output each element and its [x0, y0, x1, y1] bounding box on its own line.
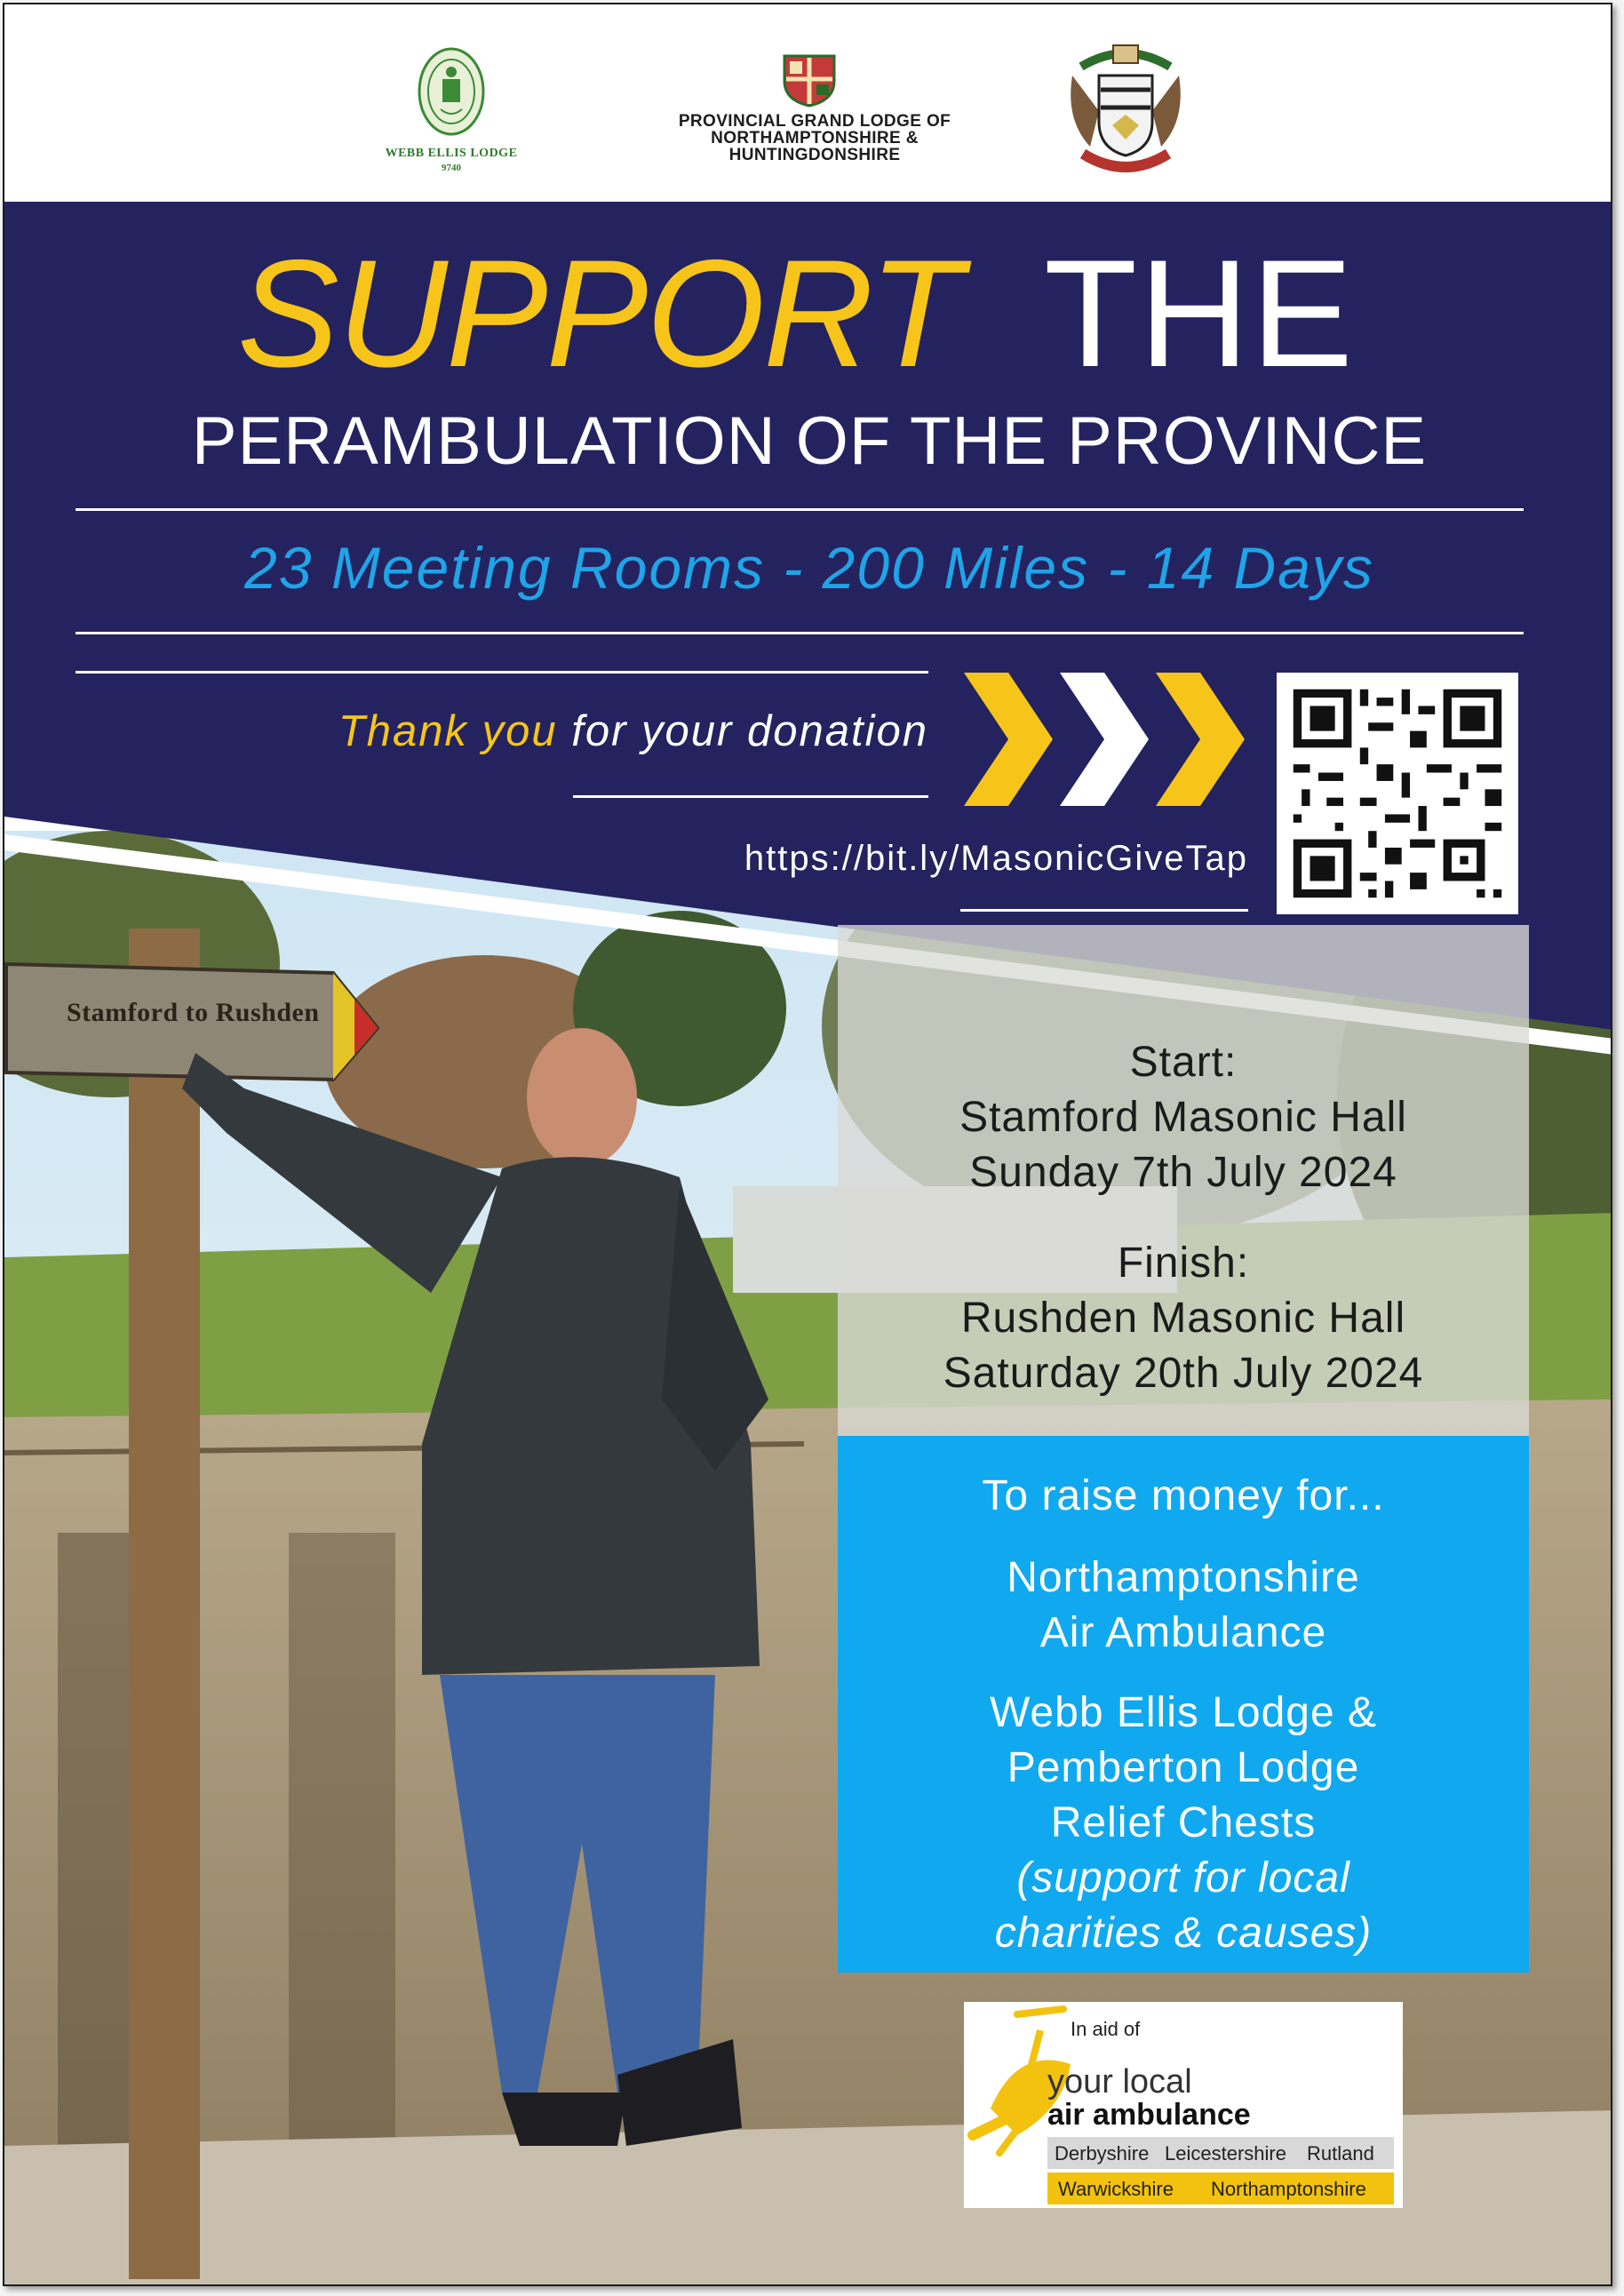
county-name: Northamptonshire — [1211, 2178, 1366, 2200]
title-subtitle: PERAMBULATION OF THE PROVINCE — [191, 403, 1428, 479]
qr-code[interactable] — [1277, 673, 1518, 914]
webb-ellis-lodge-number: 9740 — [442, 163, 461, 173]
title-support: SUPPORT — [237, 228, 961, 399]
webb-ellis-lodge-name: WEBB ELLIS LODGE — [385, 147, 518, 160]
qr-code-icon — [1277, 673, 1518, 914]
air-ambulance-logo — [964, 2002, 1403, 2208]
donation-url[interactable]: https://bit.ly/MasonicGiveTap — [744, 839, 1248, 878]
start-label: Start: — [1129, 1039, 1238, 1086]
county-name: Derbyshire — [1055, 2142, 1150, 2164]
poster-sheet — [3, 3, 1612, 2286]
coat-of-arms-icon — [1063, 40, 1188, 182]
provincial-logo-line-2: NORTHAMPTONSHIRE & — [711, 129, 919, 147]
divider-line — [573, 795, 928, 798]
county-name: Warwickshire — [1058, 2178, 1174, 2200]
divider-line — [960, 909, 1248, 912]
provincial-shield-icon — [781, 54, 838, 108]
divider-line — [76, 671, 928, 674]
cause-line: Pemberton Lodge — [1007, 1744, 1360, 1791]
divider-line — [76, 632, 1524, 634]
air-ambulance-badge — [964, 2002, 1403, 2208]
county-name: Rutland — [1307, 2142, 1374, 2164]
start-date: Sunday 7th July 2024 — [969, 1149, 1397, 1196]
chevron-arrows-icon — [964, 673, 1248, 806]
cause-line: Northamptonshire — [1007, 1554, 1360, 1601]
causes-intro: To raise money for... — [982, 1472, 1385, 1519]
cause-line: Webb Ellis Lodge & — [989, 1689, 1378, 1736]
thank-you-line — [271, 706, 928, 756]
provincial-logo-line-3: HUNTINGDONSHIRE — [728, 146, 901, 164]
webb-ellis-lodge-logo — [385, 47, 518, 180]
webb-ellis-seal-icon — [416, 47, 487, 143]
start-venue: Stamford Masonic Hall — [959, 1094, 1407, 1141]
event-stats: 23 Meeting Rooms - 200 Miles - 14 Days — [244, 535, 1374, 601]
thank-you-highlight: Thank you — [338, 707, 558, 755]
finish-label: Finish: — [1117, 1240, 1250, 1287]
logo-header — [4, 4, 1612, 202]
signpost-text: Stamford to Rushden — [67, 998, 320, 1027]
thank-you-rest: for your donation — [557, 707, 928, 755]
air-ambulance-line-1: your local — [1047, 2063, 1192, 2101]
finish-venue: Rushden Masonic Hall — [960, 1295, 1406, 1342]
title-the: THE — [1044, 228, 1355, 399]
in-aid-label: In aid of — [1071, 2018, 1141, 2040]
cause-note: charities & causes) — [994, 1909, 1373, 1957]
provincial-grand-lodge-logo — [646, 51, 983, 175]
provincial-logo-line-1: PROVINCIAL GRAND LODGE OF — [678, 112, 951, 131]
air-ambulance-line-2: air ambulance — [1047, 2098, 1251, 2132]
cause-note: (support for local — [1016, 1854, 1350, 1901]
provincial-logo-text — [646, 113, 983, 163]
county-name: Leicestershire — [1165, 2142, 1286, 2164]
finish-date: Saturday 20th July 2024 — [943, 1350, 1424, 1397]
cause-line: Air Ambulance — [1039, 1609, 1327, 1656]
cause-line: Relief Chests — [1050, 1799, 1317, 1846]
divider-line — [76, 508, 1524, 511]
